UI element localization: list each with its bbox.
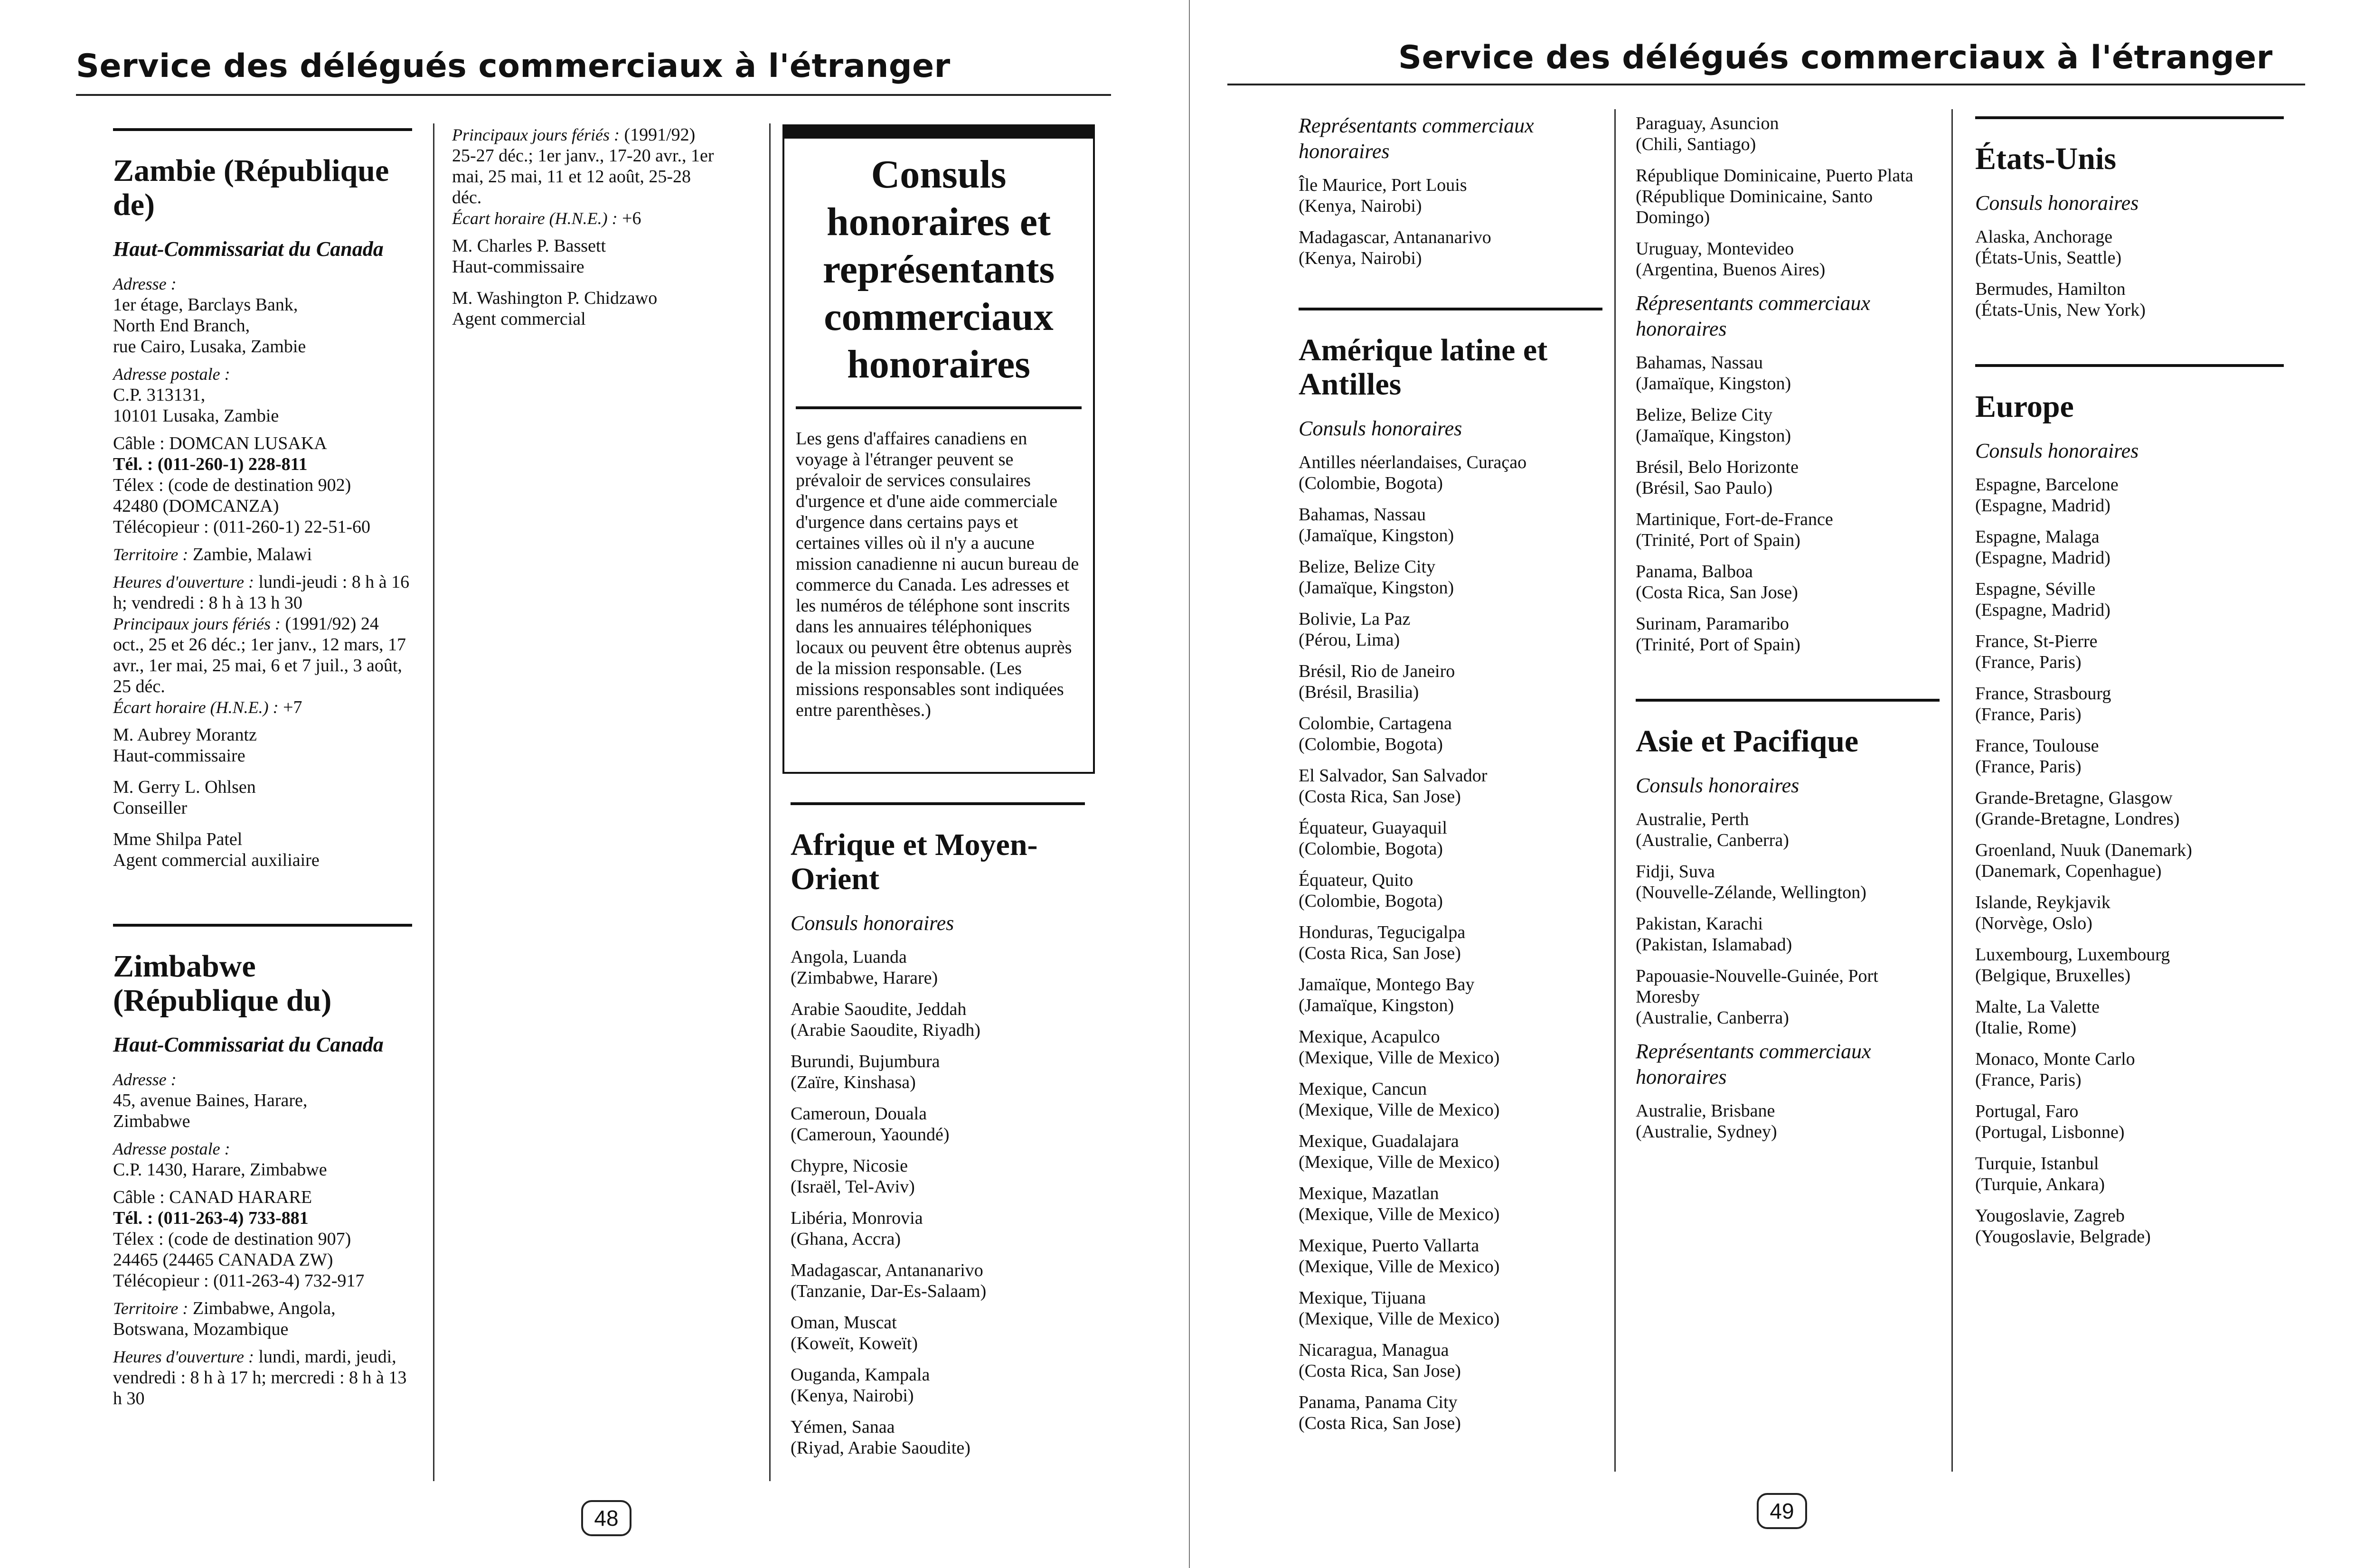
box-top-bar: [784, 126, 1093, 139]
list-item: Groenland, Nuuk (Danemark) (Danemark, Copenhague): [1975, 840, 2192, 881]
section-rule: [791, 802, 1085, 805]
header-rule-left: [76, 94, 1111, 96]
list-item: France, Toulouse (France, Paris): [1975, 736, 2099, 777]
holidays: (1991/92) 24 oct., 25 et 26 déc.; 1er janv., 12 mars, 17 avr., 1er mai, 25 mai, 6 et 7 juil., 3 août, 25 déc.: [113, 614, 406, 696]
postal-address-label: Adresse postale :: [113, 365, 230, 384]
section-rule: [113, 128, 412, 131]
hours-label: Heures d'ouverture :: [113, 573, 254, 592]
list-item: Mexique, Puerto Vallarta (Mexique, Ville de Mexico): [1299, 1236, 1500, 1277]
page-number-left: 48: [581, 1500, 631, 1536]
postal-address-label: Adresse postale :: [113, 1139, 230, 1158]
list-item: Alaska, Anchorage (États-Unis, Seattle): [1975, 227, 2122, 268]
holidays: (1991/92) 25-27 déc.; 1er janv., 17-20 avr., 1er mai, 25 mai, 11 et 12 août, 25-28 déc.: [452, 125, 714, 207]
hours: lundi, mardi, jeudi, vendredi : 8 h à 17 h; mercredi : 8 h à 13 h 30: [113, 1347, 407, 1408]
page-number-right: 49: [1757, 1493, 1807, 1529]
consuls-label: Consuls honoraires: [1975, 439, 2139, 462]
fax: Télécopieur : (011-260-1) 22-51-60: [113, 517, 371, 537]
column-divider: [769, 123, 771, 1481]
list-item: Luxembourg, Luxembourg (Belgique, Bruxelles): [1975, 945, 2170, 986]
list-item: Australie, Brisbane (Australie, Sydney): [1636, 1101, 1777, 1142]
hours: lundi-jeudi : 8 h à 16 h; vendredi : 8 h à 13 h 30: [113, 572, 410, 613]
list-item: Yémen, Sanaa (Riyad, Arabie Saoudite): [791, 1417, 970, 1458]
territory-label: Territoire :: [113, 1299, 188, 1318]
country-title-zambie: Zambie (République de): [113, 153, 389, 222]
list-item: Équateur, Quito (Colombie, Bogota): [1299, 870, 1443, 911]
consuls-label: Consuls honoraires: [1636, 774, 1799, 797]
page-header-left: Service des délégués commerciaux à l'étranger: [76, 47, 951, 85]
list-item: Mexique, Mazatlan (Mexique, Ville de Mexico): [1299, 1183, 1500, 1224]
list-item: Antilles néerlandaises, Curaçao (Colombie, Bogota): [1299, 452, 1527, 493]
cable: Câble : DOMCAN LUSAKA: [113, 433, 327, 453]
reps-label: Représentants commerciaux honoraires: [1636, 1040, 1871, 1089]
list-item: Mexique, Cancun (Mexique, Ville de Mexico): [1299, 1079, 1500, 1120]
list-item: Portugal, Faro (Portugal, Lisbonne): [1975, 1101, 2125, 1142]
address-label: Adresse :: [113, 274, 177, 293]
reps-label: Représentants commerciaux honoraires: [1299, 114, 1534, 163]
page-header-right: Service des délégués commerciaux à l'étranger: [1398, 39, 2273, 76]
book-binding: [1189, 0, 1190, 1568]
address: 1er étage, Barclays Bank, North End Branch, rue Cairo, Lusaka, Zambie: [113, 295, 306, 357]
telex: Télex : (code de destination 902) 42480 (DOMCANZA): [113, 475, 351, 516]
column-zambie-zimbabwe: [113, 128, 412, 1409]
time-offset-label: Écart horaire (H.N.E.) :: [452, 209, 618, 228]
country-title-zimbabwe: Zimbabwe (République du): [113, 949, 332, 1018]
column-afrique: [791, 802, 1085, 1469]
postal-address: C.P. 313131, 10101 Lusaka, Zambie: [113, 385, 279, 426]
box-body: Les gens d'affaires canadiens en voyage à l'étranger peuvent se prévaloir de services consulaires d'urgence et d'une aide commerciale d'urgence dans certains pays et certaines villes où il n'y a aucune mission canadienne ni aucun bureau de commerce du Canada. Les adresses et les numéros de téléphone sont inscrits dans les annuaires téléphoniques locaux ou peuvent être obtenus auprès de la mission responsable. (Les missions responsables sont indiquées entre parenthèses.): [796, 429, 1079, 720]
list-item: Pakistan, Karachi (Pakistan, Islamabad): [1636, 914, 1792, 955]
region-title-asie: Asie et Pacifique: [1636, 724, 1859, 759]
list-item: Mexique, Tijuana (Mexique, Ville de Mexico): [1299, 1288, 1500, 1329]
list-item: Arabie Saoudite, Jeddah (Arabie Saoudite, Riyadh): [791, 999, 980, 1040]
column-europe: [1975, 116, 2284, 1258]
section-rule: [1975, 116, 2284, 119]
column-divider: [433, 123, 434, 1481]
list-item: Paraguay, Asuncion (Chili, Santiago): [1636, 113, 1779, 154]
list-item: France, St-Pierre (France, Paris): [1975, 631, 2098, 672]
list-item: Espagne, Malaga (Espagne, Madrid): [1975, 527, 2110, 568]
list-item: Burundi, Bujumbura (Zaïre, Kinshasa): [791, 1052, 940, 1092]
time-offset: +6: [622, 208, 641, 228]
staff-member: M. Gerry L. Ohlsen Conseiller: [113, 777, 256, 818]
list-item: Mexique, Acapulco (Mexique, Ville de Mexico): [1299, 1027, 1500, 1068]
time-offset-label: Écart horaire (H.N.E.) :: [113, 698, 279, 717]
list-item: Libéria, Monrovia (Ghana, Accra): [791, 1208, 923, 1249]
time-offset: +7: [283, 697, 302, 717]
telex: Télex : (code de destination 907) 24465 (24465 CANADA ZW): [113, 1229, 351, 1270]
cable: Câble : CANAD HARARE: [113, 1187, 312, 1207]
address-label: Adresse :: [113, 1070, 177, 1089]
list-item: Australie, Perth (Australie, Canberra): [1636, 809, 1789, 850]
list-item: Jamaïque, Montego Bay (Jamaïque, Kingston): [1299, 975, 1475, 1015]
staff-member: M. Charles P. Bassett Haut-commissaire: [452, 236, 606, 277]
list-item: Papouasie-Nouvelle-Guinée, Port Moresby (Australie, Canberra): [1636, 966, 1878, 1028]
fax: Télécopieur : (011-263-4) 732-917: [113, 1271, 365, 1291]
list-item: Espagne, Séville (Espagne, Madrid): [1975, 579, 2110, 620]
list-item: Panama, Balboa (Costa Rica, San Jose): [1636, 562, 1798, 602]
staff-member: M. Aubrey Morantz Haut-commissaire: [113, 725, 257, 766]
section-rule: [1636, 699, 1940, 702]
office-name: Haut-Commissariat du Canada: [113, 237, 384, 261]
column-divider: [1951, 109, 1953, 1472]
list-item: Madagascar, Antananarivo (Kenya, Nairobi): [1299, 227, 1491, 268]
list-item: Espagne, Barcelone (Espagne, Madrid): [1975, 475, 2119, 516]
box-rule: [796, 406, 1082, 409]
list-item: Cameroun, Douala (Cameroun, Yaoundé): [791, 1104, 950, 1145]
list-item: Chypre, Nicosie (Israël, Tel-Aviv): [791, 1156, 915, 1197]
list-item: Belize, Belize City (Jamaïque, Kingston): [1636, 405, 1791, 446]
office-name: Haut-Commissariat du Canada: [113, 1033, 384, 1056]
list-item: Bermudes, Hamilton (États-Unis, New York): [1975, 279, 2146, 320]
list-item: Bahamas, Nassau (Jamaïque, Kingston): [1636, 353, 1791, 394]
list-item: Bolivie, La Paz (Pérou, Lima): [1299, 609, 1411, 650]
section-rule: [113, 924, 412, 927]
list-item: Uruguay, Montevideo (Argentina, Buenos Aires): [1636, 239, 1826, 280]
list-item: Colombie, Cartagena (Colombie, Bogota): [1299, 714, 1452, 754]
list-item: Turquie, Istanbul (Turquie, Ankara): [1975, 1154, 2105, 1194]
region-title-afrique: Afrique et Moyen-Orient: [791, 827, 1038, 896]
list-item: Belize, Belize City (Jamaïque, Kingston): [1299, 557, 1454, 598]
holidays-label: Principaux jours fériés :: [452, 125, 620, 144]
list-item: Brésil, Belo Horizonte (Brésil, Sao Paulo): [1636, 457, 1799, 498]
list-item: Grande-Bretagne, Glasgow (Grande-Bretagne, Londres): [1975, 788, 2180, 829]
reps-label: Répresentants commerciaux honoraires: [1636, 291, 1871, 340]
consuls-label: Consuls honoraires: [791, 911, 954, 935]
consuls-label: Consuls honoraires: [1299, 417, 1462, 440]
list-item: Angola, Luanda (Zimbabwe, Harare): [791, 947, 938, 988]
hours-label: Heures d'ouverture :: [113, 1347, 254, 1366]
list-item: Monaco, Monte Carlo (France, Paris): [1975, 1049, 2135, 1090]
list-item: Honduras, Tegucigalpa (Costa Rica, San Jose): [1299, 922, 1466, 963]
list-item: Ouganda, Kampala (Kenya, Nairobi): [791, 1365, 930, 1406]
list-item: France, Strasbourg (France, Paris): [1975, 684, 2111, 724]
territory: Zimbabwe, Angola, Botswana, Mozambique: [113, 1298, 336, 1339]
telephone: Tél. : (011-260-1) 228-811: [113, 454, 308, 474]
list-item: Oman, Muscat (Koweït, Koweït): [791, 1313, 918, 1353]
list-item: Surinam, Paramaribo (Trinité, Port of Spain): [1636, 614, 1800, 655]
column-asie: [1636, 113, 1940, 1153]
list-item: République Dominicaine, Puerto Plata (République Dominicaine, Santo Domingo): [1636, 166, 1913, 227]
list-item: Brésil, Rio de Janeiro (Brésil, Brasilia): [1299, 661, 1455, 702]
list-item: Malte, La Valette (Italie, Rome): [1975, 997, 2100, 1038]
list-item: Panama, Panama City (Costa Rica, San Jose): [1299, 1392, 1461, 1433]
consuls-label: Consuls honoraires: [1975, 191, 2139, 215]
address: 45, avenue Baines, Harare, Zimbabwe: [113, 1090, 308, 1131]
list-item: Madagascar, Antananarivo (Tanzanie, Dar-Es-Salaam): [791, 1260, 987, 1301]
list-item: Yougoslavie, Zagreb (Yougoslavie, Belgrade): [1975, 1206, 2151, 1247]
list-item: Nicaragua, Managua (Costa Rica, San Jose): [1299, 1340, 1461, 1381]
list-item: El Salvador, San Salvador (Costa Rica, San Jose): [1299, 766, 1488, 807]
list-item: Fidji, Suva (Nouvelle-Zélande, Wellington): [1636, 862, 1866, 902]
region-title-amerique: Amérique latine et Antilles: [1299, 333, 1548, 402]
holidays-label: Principaux jours fériés :: [113, 614, 281, 633]
list-item: Bahamas, Nassau (Jamaïque, Kingston): [1299, 505, 1454, 545]
territory: Zambie, Malawi: [192, 545, 312, 564]
region-title-etats-unis: États-Unis: [1975, 141, 2117, 176]
header-rule-right: [1227, 84, 2305, 85]
region-title-europe: Europe: [1975, 389, 2074, 424]
territory-label: Territoire :: [113, 545, 188, 564]
section-rule: [1975, 364, 2284, 367]
list-item: Martinique, Fort-de-France (Trinité, Port of Spain): [1636, 509, 1833, 550]
staff-member: Mme Shilpa Patel Agent commercial auxiliaire: [113, 829, 320, 870]
column-amerique: [1299, 113, 1602, 1444]
consuls-intro-box: [782, 124, 1095, 774]
section-rule: [1299, 308, 1602, 310]
list-item: Islande, Reykjavik (Norvège, Oslo): [1975, 892, 2110, 933]
list-item: Équateur, Guayaquil (Colombie, Bogota): [1299, 818, 1447, 859]
list-item: Mexique, Guadalajara (Mexique, Ville de Mexico): [1299, 1131, 1500, 1172]
column-zimbabwe-continued: [452, 124, 718, 340]
postal-address: C.P. 1430, Harare, Zimbabwe: [113, 1160, 327, 1180]
telephone: Tél. : (011-263-4) 733-881: [113, 1208, 309, 1228]
box-title: Consuls honoraires et représentants commerciaux honoraires: [822, 152, 1055, 386]
list-item: Île Maurice, Port Louis (Kenya, Nairobi): [1299, 175, 1467, 216]
staff-member: M. Washington P. Chidzawo Agent commercial: [452, 288, 658, 329]
column-divider: [1614, 109, 1616, 1472]
